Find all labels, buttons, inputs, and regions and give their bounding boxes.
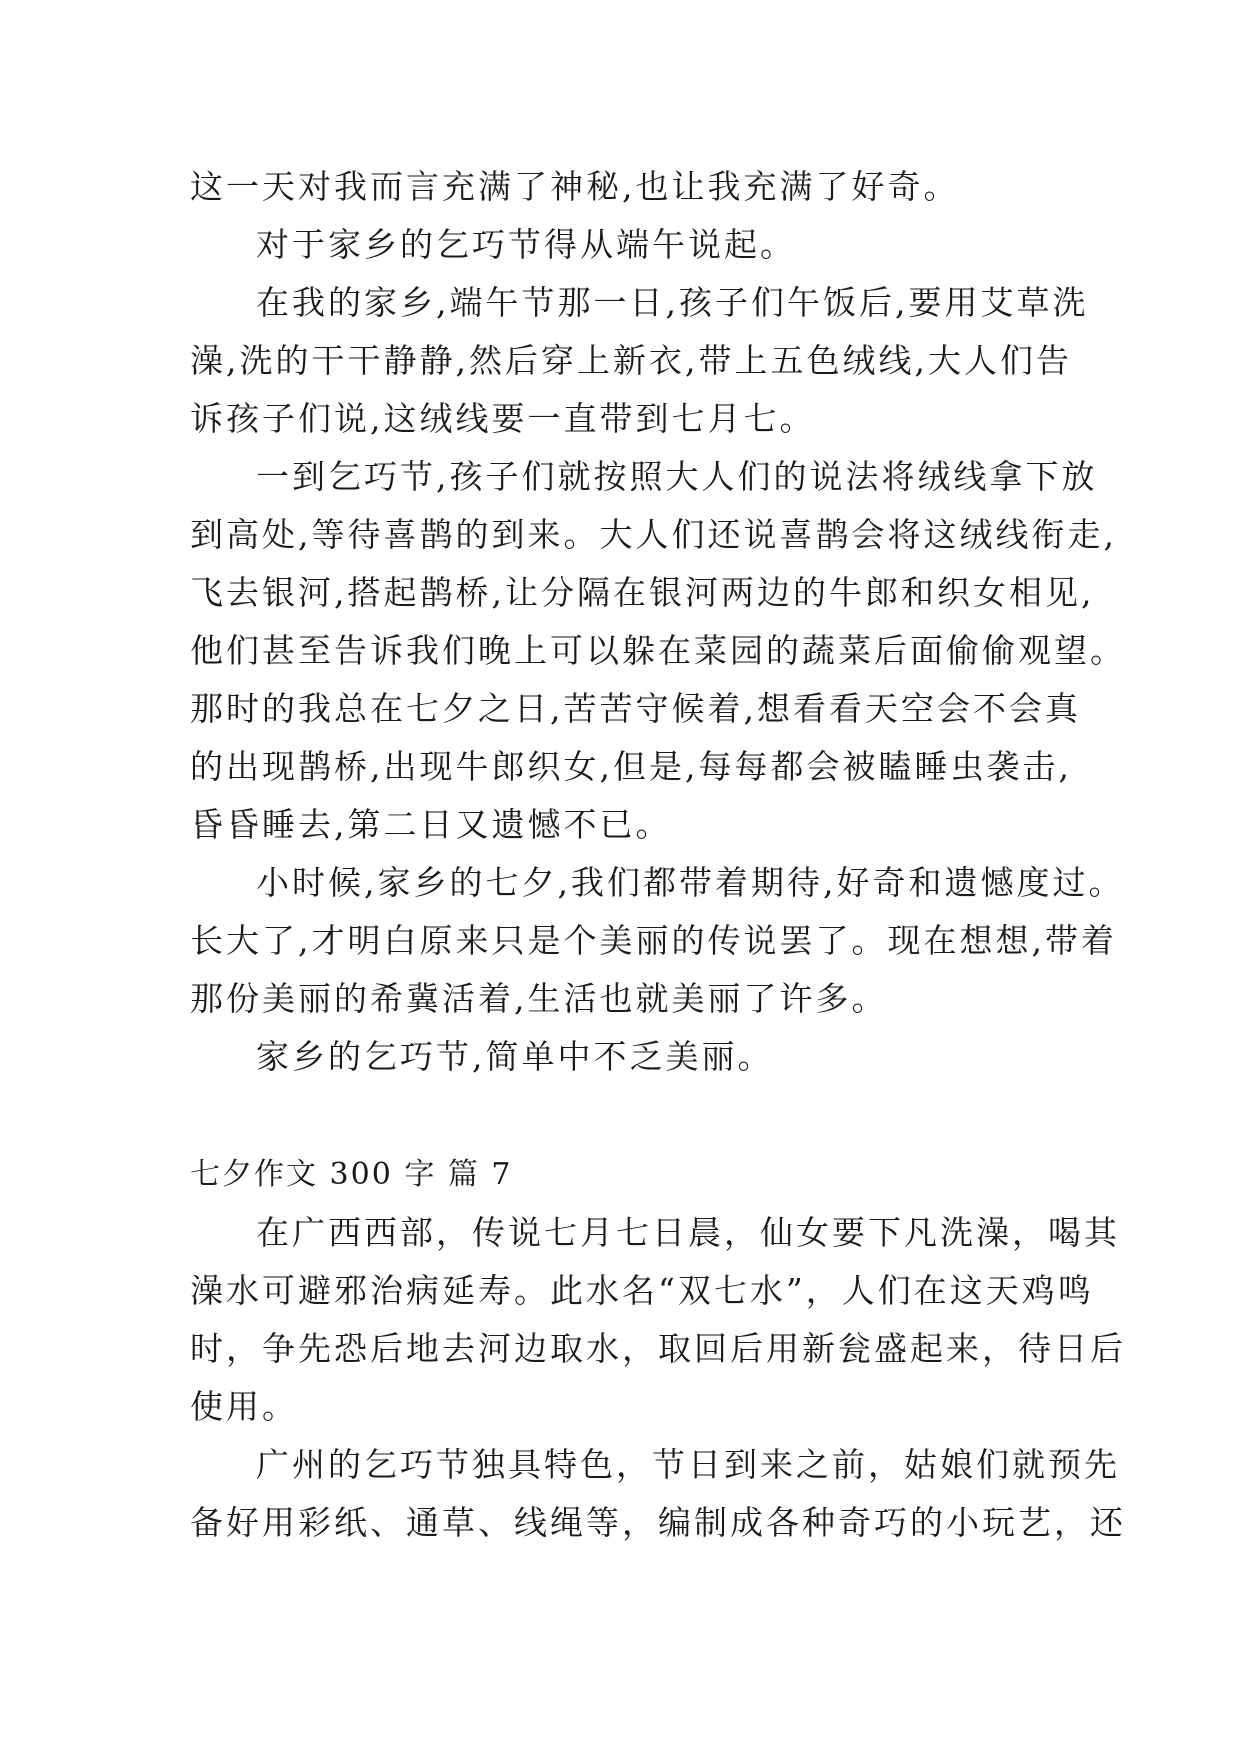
text-line: 诉孩子们说,这绒线要一直带到七月七。 bbox=[190, 399, 816, 438]
text-line: 昏昏睡去,第二日又遗憾不已。 bbox=[190, 805, 672, 844]
text-line: 那份美丽的希冀活着,生活也就美丽了许多。 bbox=[190, 979, 888, 1018]
text-line: 到高处,等待喜鹊的到来。大人们还说喜鹊会将这绒线衔走, bbox=[190, 515, 1117, 554]
text-line: 在我的家乡,端午节那一日,孩子们午饭后,要用艾草洗 bbox=[256, 283, 1089, 322]
text-line: 时，争先恐后地去河边取水，取回后用新瓮盛起来，待日后 bbox=[190, 1329, 1126, 1368]
section-spacer bbox=[190, 1086, 1070, 1146]
text-line: 飞去银河,搭起鹊桥,让分隔在银河两边的牛郎和织女相见, bbox=[190, 573, 1095, 612]
text-line: 一到乞巧节,孩子们就按照大人们的说法将绒线拿下放 bbox=[256, 457, 1098, 496]
text-line: 在广西西部，传说七月七日晨，仙女要下凡洗澡，喝其 bbox=[256, 1213, 1120, 1252]
document-page bbox=[190, 158, 1126, 1552]
text-line: 他们甚至告诉我们晚上可以躲在菜园的蔬菜后面偷偷观望。 bbox=[190, 631, 1126, 670]
text-line: 备好用彩纸、通草、线绳等，编制成各种奇巧的小玩艺，还 bbox=[190, 1503, 1126, 1542]
text-line: 小时候,家乡的七夕,我们都带着期待,好奇和遗憾度过。 bbox=[256, 863, 1125, 902]
text-line: 的出现鹊桥,出现牛郎织女,但是,每每都会被瞌睡虫袭击, bbox=[190, 747, 1072, 786]
body-text-part2 bbox=[190, 1204, 1126, 1552]
text-line: 使用。 bbox=[190, 1387, 298, 1426]
text-line: 家乡的乞巧节,简单中不乏美丽。 bbox=[256, 1037, 774, 1076]
text-line: 那时的我总在七夕之日,苦苦守候着,想看看天空会不会真 bbox=[190, 689, 1081, 728]
text-line: 这一天对我而言充满了神秘,也让我充满了好奇。 bbox=[190, 167, 960, 206]
text-line: 长大了,才明白原来只是个美丽的传说罢了。现在想想,带着 bbox=[190, 921, 1117, 960]
text-line: 对于家乡的乞巧节得从端午说起。 bbox=[256, 225, 796, 264]
text-line: 广州的乞巧节独具特色，节日到来之前，姑娘们就预先 bbox=[256, 1445, 1120, 1484]
section-heading: 七夕作文 300 字 篇 7 bbox=[190, 1157, 513, 1192]
body-text-part1 bbox=[190, 158, 1126, 1086]
text-line: 澡水可避邪治病延寿。此水名“双七水”，人们在这天鸡鸣 bbox=[190, 1271, 1094, 1310]
text-line: 澡,洗的干干静静,然后穿上新衣,带上五色绒线,大人们告 bbox=[190, 341, 1072, 380]
